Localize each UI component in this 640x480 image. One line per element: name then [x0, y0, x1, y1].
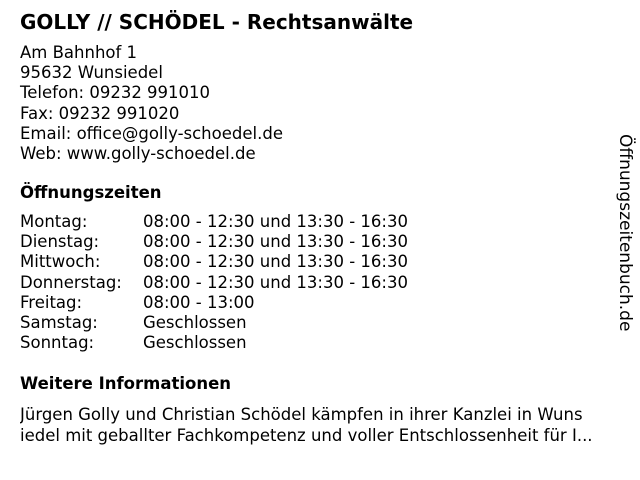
- address-email: Email: office@golly-schoedel.de: [20, 123, 283, 143]
- side-brand-watermark: Öffnungszeitenbuch.de: [615, 134, 635, 332]
- address-web: Web: www.golly-schoedel.de: [20, 143, 256, 163]
- address-fax: Fax: 09232 991020: [20, 103, 180, 123]
- address-phone: Telefon: 09232 991010: [20, 83, 211, 103]
- hours-day: Freitag:: [20, 292, 83, 312]
- more-info-line: Jürgen Golly und Christian Schödel kämpfen in ihrer Kanzlei in Wuns: [20, 405, 583, 424]
- more-info-line: iedel mit geballter Fachkompetenz und voller Entschlossenheit für I...: [20, 426, 593, 445]
- hours-times: 08:00 - 12:30 und 13:30 - 16:30: [143, 232, 408, 252]
- address-city: 95632 Wunsiedel: [20, 63, 163, 83]
- hours-day: Sonntag:: [20, 333, 95, 353]
- address-street: Am Bahnhof 1: [20, 43, 138, 62]
- opening-hours-heading: Öffnungszeiten: [20, 183, 162, 202]
- hours-day: Mittwoch:: [20, 252, 101, 272]
- hours-day: Donnerstag:: [20, 272, 122, 292]
- hours-day: Dienstag:: [20, 232, 100, 252]
- address-block: [20, 43, 283, 164]
- hours-day: Montag:: [20, 212, 88, 231]
- hours-times: Geschlossen: [143, 333, 247, 353]
- hours-times: 08:00 - 12:30 und 13:30 - 16:30: [143, 212, 408, 231]
- more-info-text: [20, 404, 620, 446]
- page-title: GOLLY // SCHÖDEL - Rechtsanwälte: [20, 10, 414, 34]
- hours-times: Geschlossen: [143, 312, 247, 332]
- hours-day: Samstag:: [20, 312, 98, 332]
- hours-times: 08:00 - 12:30 und 13:30 - 16:30: [143, 252, 408, 272]
- hours-times: 08:00 - 12:30 und 13:30 - 16:30: [143, 272, 408, 292]
- hours-times: 08:00 - 13:00: [143, 292, 255, 312]
- more-info-heading: Weitere Informationen: [20, 374, 232, 393]
